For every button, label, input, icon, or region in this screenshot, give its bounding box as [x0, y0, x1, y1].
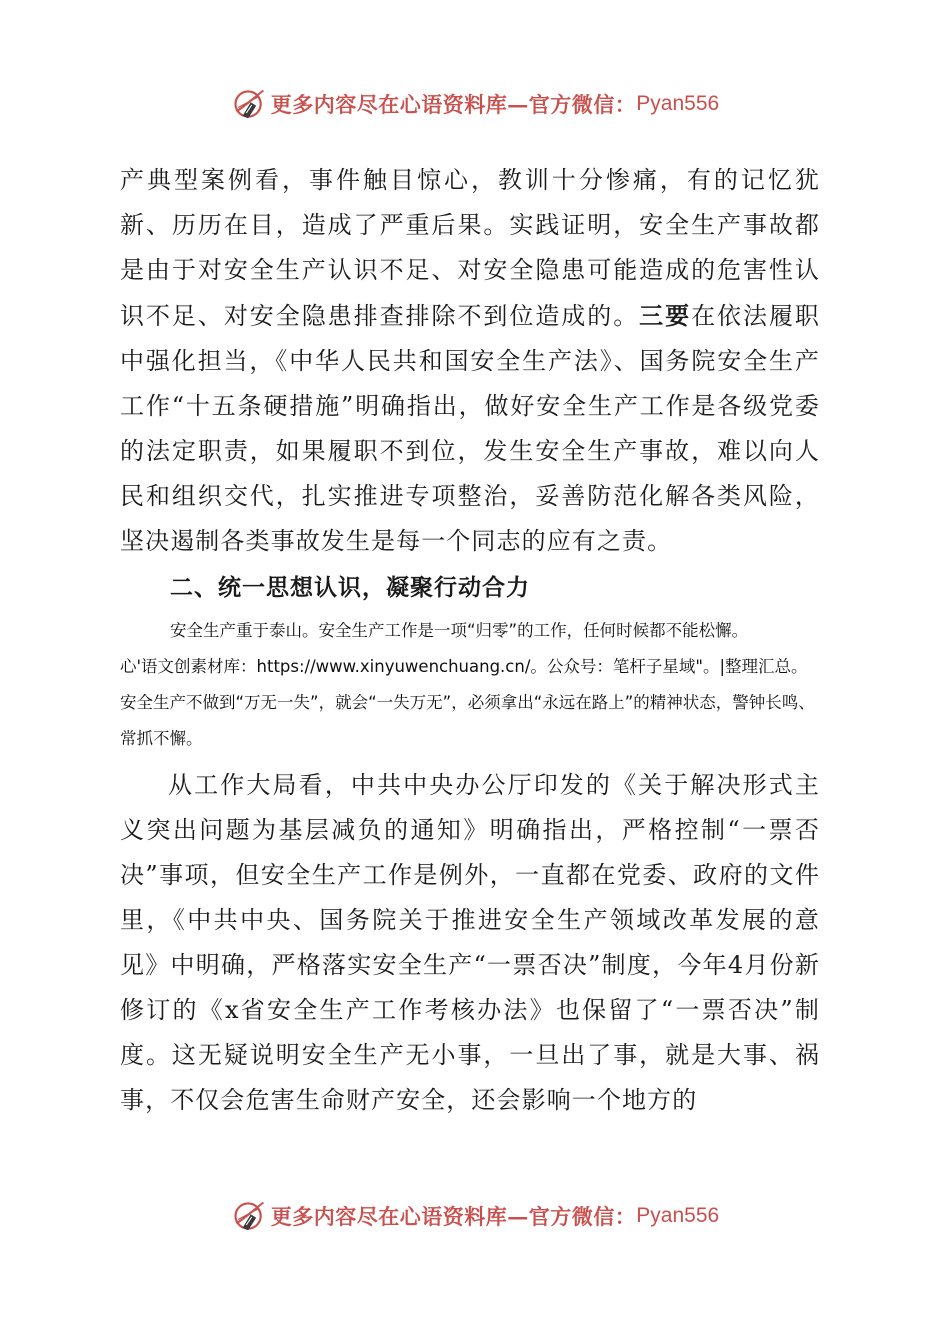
note-line-rest: 心'语文创素材库：https://www.xinyuwenchuang.cn/。公众号：笔杆子星域"。|整理汇总。安全生产不做到“万无一失”，就会“一失万无”，必须拿出“永远在路上”的精神状态，警钟长鸣、常抓不懈。: [120, 657, 815, 748]
note-paragraph: [120, 613, 820, 757]
paragraph-1: [120, 158, 820, 564]
section-heading: 二、统一思想认识，凝聚行动合力: [170, 575, 530, 601]
paragraph-1-text-b: 在依法履职中强化担当，《中华人民共和国安全生产法》、国务院安全生产工作“十五条硬措施”明确指出，做好安全生产工作是各级党委的法定职责，如果履职不到位，发生安全生产事故，难以向人民和组织交代，扎实推进专项整治，妥善防范化解各类风险，坚决遏制各类事故发生是每一个同志的应有之责。: [120, 302, 821, 555]
paragraph-1-bold: 三要: [639, 301, 692, 330]
header-banner: [0, 84, 950, 124]
banner-title: 更多内容尽在心语资料库—官方微信：: [270, 92, 637, 117]
banner-wechat-id: Pyan556: [636, 92, 720, 115]
pen-nib-logo-icon: [231, 1198, 267, 1234]
footer-banner-title: 更多内容尽在心语资料库—官方微信：: [270, 1204, 637, 1229]
paragraph-2: 从工作大局看，中共中央办公厅印发的《关于解决形式主义突出问题为基层减负的通知》明确指出，严格控制“一票否决”事项，但安全生产工作是例外，一直都在党委、政府的文件里，《中共中央、国务院关于推进安全生产领域改革发展的意见》中明确，严格落实安全生产“一票否决”制度，今年4月份新修订的《x省安全生产工作考核办法》也保留了“一票否决”制度。这无疑说明安全生产无小事，一旦出了事，就是大事、祸事，不仅会危害生命财产安全，还会影响一个地方的: [120, 771, 820, 1114]
paragraph-1-text-a: 产典型案例看，事件触目惊心，教训十分惨痛，有的记忆犹新、历历在目，造成了严重后果。实践证明，安全生产事故都是由于对安全生产认识不足、对安全隐患可能造成的危害性认识不足、对安全隐患排查排除不到位造成的。: [120, 166, 820, 330]
pen-nib-logo-icon: [231, 86, 267, 122]
note-line-1: 安全生产重于泰山。安全生产工作是一项“归零”的工作，任何时候都不能松懈。: [170, 621, 749, 640]
footer-banner-wechat-id: Pyan556: [636, 1204, 720, 1227]
document-body: [120, 158, 820, 1123]
footer-banner: [0, 1196, 950, 1236]
